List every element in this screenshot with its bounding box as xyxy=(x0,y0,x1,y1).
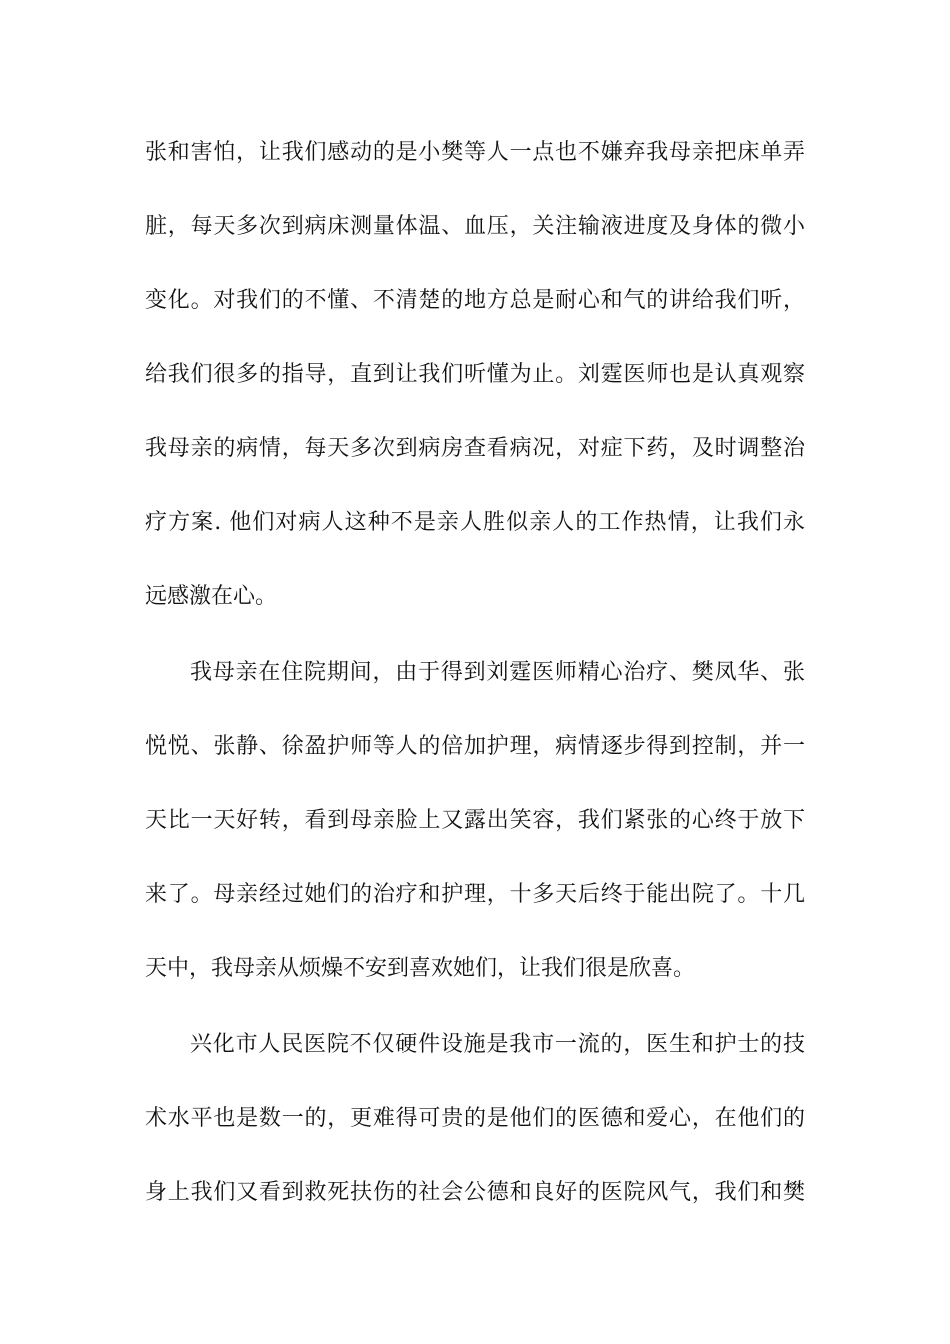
text-line: 变化。对我们的不懂、不清楚的地方总是耐心和气的讲给我们听， xyxy=(145,288,805,313)
text-line: 我母亲的病情，每天多次到病房查看病况，对症下药，及时调整治 xyxy=(145,436,805,461)
text-line: 身上我们又看到救死扶伤的社会公德和良好的医院风气，我们和樊 xyxy=(145,1180,805,1205)
text-line: 脏，每天多次到病床测量体温、血压，关注输液进度及身体的微小 xyxy=(145,214,805,239)
text-line: 我母亲在住院期间，由于得到刘霆医师精心治疗、樊凤华、张 xyxy=(190,660,805,685)
text-line: 天比一天好转，看到母亲脸上又露出笑容，我们紧张的心终于放下 xyxy=(145,808,805,833)
text-line: 来了。母亲经过她们的治疗和护理，十多天后终于能出院了。十几 xyxy=(145,882,805,907)
text-line: 疗方案. 他们对病人这种不是亲人胜似亲人的工作热情，让我们永 xyxy=(145,510,805,535)
text-line: 给我们很多的指导，直到让我们听懂为止。刘霆医师也是认真观察 xyxy=(145,362,805,387)
text-line: 张和害怕，让我们感动的是小樊等人一点也不嫌弃我母亲把床单弄 xyxy=(145,140,805,165)
text-line: 悦悦、张静、徐盈护师等人的倍加护理，病情逐步得到控制，并一 xyxy=(145,734,805,759)
text-line: 远感激在心。 xyxy=(145,584,278,609)
text-line: 兴化市人民医院不仅硬件设施是我市一流的，医生和护士的技 xyxy=(190,1032,805,1057)
text-line: 术水平也是数一的，更难得可贵的是他们的医德和爱心，在他们的 xyxy=(145,1106,805,1131)
text-line: 天中，我母亲从烦燥不安到喜欢她们，让我们很是欣喜。 xyxy=(145,956,696,981)
